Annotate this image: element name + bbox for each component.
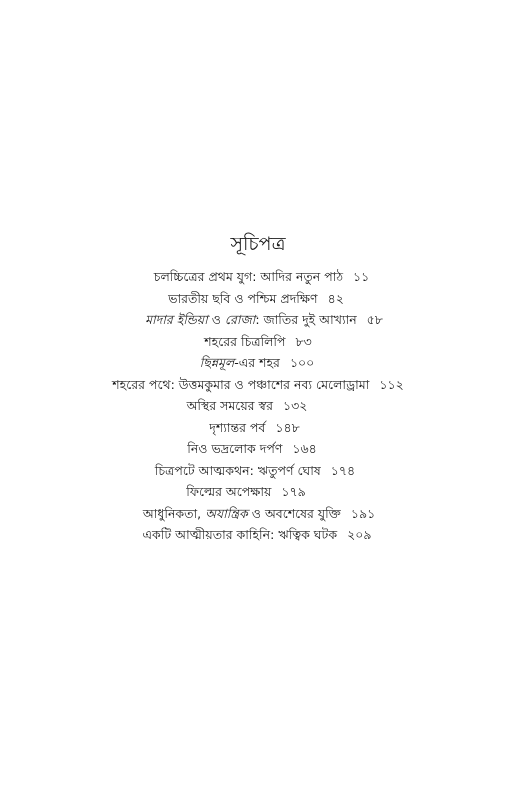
entry-page-number: ১৪৮ [275, 419, 300, 435]
entry-page-number: ১৭৯ [281, 484, 306, 499]
toc-entry [94, 460, 416, 482]
entry-page-number: ১৬৪ [292, 441, 317, 456]
toc-entry [102, 503, 416, 525]
entry-page-number: ১৯১ [350, 505, 376, 521]
entry-title: একটি আত্মীয়তার কাহিনি: ঋত্বিক ঘটক [142, 527, 338, 542]
toc-entry [76, 481, 416, 503]
toc-entry [93, 417, 416, 439]
entry-page-number: ১১২ [379, 376, 404, 392]
entry-title: শহরের পথে: উত্তমকুমার ও পঞ্চাশের নব্য মেলোড্রামা [112, 376, 370, 392]
entry-title-italic: রোজা [224, 312, 256, 327]
entry-title: অস্থির সময়ের স্বর [186, 398, 274, 413]
toc-entry [78, 395, 416, 417]
entry-title-italic: অযান্ত্রিক [205, 505, 248, 521]
entry-title: ফিল্মের অপেক্ষায় [186, 484, 272, 499]
toc-entry [96, 288, 416, 310]
entry-title: আধুনিকতা, [142, 505, 206, 521]
entry-title: নিও ভদ্রলোক দর্পণ [187, 441, 283, 456]
entry-title: -এর শহর [234, 355, 280, 370]
toc-entry [100, 374, 416, 396]
entry-title: চিত্রপটে আত্মকথন: ঋতুপর্ণ ঘোষ [154, 462, 321, 478]
entry-page-number: ১০০ [289, 355, 315, 370]
entry-page-number: ১৩২ [283, 398, 308, 413]
toc-entry [88, 438, 416, 460]
entry-page-number: ২০৯ [347, 527, 372, 542]
page-title: সূচিপত্র [230, 233, 286, 255]
entry-page-number: ১৭৪ [330, 462, 356, 478]
table-of-contents [100, 266, 416, 546]
entry-title: : জাতির দুই আখ্যান [255, 312, 357, 327]
entry-title: দৃশ্যান্তর পর্ব [209, 419, 266, 435]
toc-entry [98, 524, 416, 546]
entry-title-italic: মাদার ইন্ডিয়া [145, 312, 208, 327]
entry-title: শহরের চিত্রলিপি [204, 333, 286, 349]
toc-entry [100, 331, 416, 353]
entry-page-number: ৮৩ [295, 333, 312, 349]
entry-page-number: ৪২ [327, 290, 344, 306]
entry-page-number: ১১ [353, 269, 370, 284]
entry-page-number: ৫৮ [366, 312, 383, 327]
toc-entry [107, 266, 416, 288]
toc-entry [112, 309, 416, 331]
entry-title: চলচ্চিত্রের প্রথম যুগ: আদির নতুন পাঠ [153, 269, 344, 284]
entry-title: ও [207, 312, 225, 327]
entry-title: ও অবশেষের যুক্তি [247, 505, 341, 521]
entry-title-italic: ছিন্নমূল [199, 355, 235, 370]
entry-title: ভারতীয় ছবি ও পশ্চিম প্রদক্ষিণ [168, 290, 318, 306]
toc-entry [98, 352, 416, 374]
